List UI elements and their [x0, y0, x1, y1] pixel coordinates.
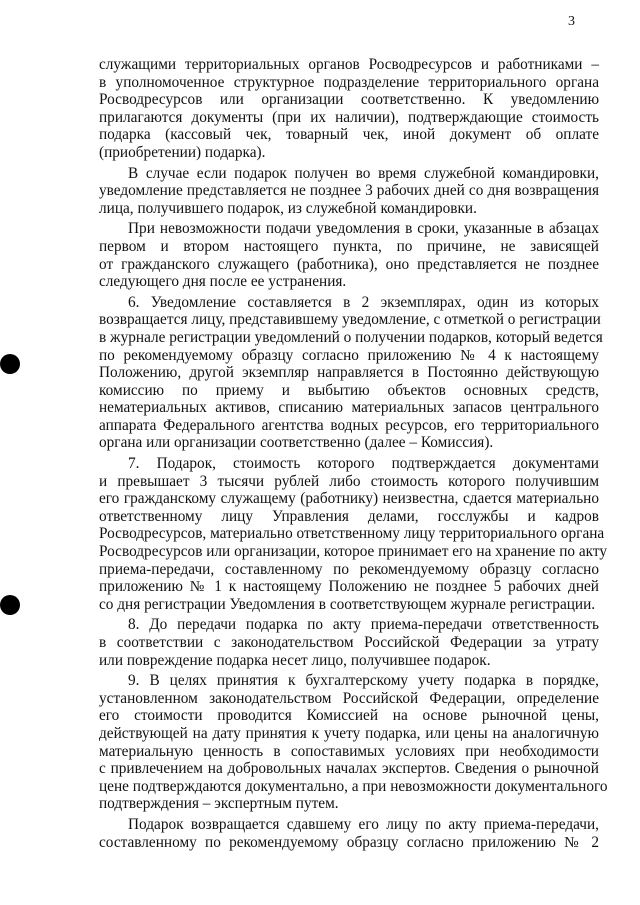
text-line: нематериальных активов, списанию материальных запасов центрального — [99, 399, 599, 417]
text-line: подтверждения – экспертным путем. — [99, 795, 339, 813]
paragraph — [99, 455, 608, 613]
text-line: в соответствии с законодательством Российской Федерации за утрату — [99, 634, 599, 651]
text-line: аппарата Федерального агентства водных ресурсов, его территориального — [99, 416, 599, 434]
text-line: комиссию по приему и выбытию объектов основных средств, — [99, 381, 599, 399]
text-line: ответственному лицу Управления делами, госслужбы и кадров — [99, 507, 599, 525]
text-line: с привлечением на добровольных началах экспертов. Сведения о рыночной — [99, 760, 599, 778]
text-line: приема-передачи, составленному по рекомендуемому образцу согласно — [99, 560, 599, 578]
text-line: Росводресурсов или организации соответственно. К уведомлению — [99, 91, 599, 109]
text-line: 9. В целях принятия к бухгалтерскому учету подарка в порядке, — [128, 672, 599, 690]
text-line: В случае если подарок получен во время служебной командировки, — [128, 164, 599, 182]
text-line: следующего дня после ее устранения. — [99, 273, 347, 291]
text-line: в журнале регистрации уведомлений о получении подарков, который ведется — [99, 328, 603, 346]
paragraph — [99, 616, 599, 669]
paragraph — [99, 220, 599, 290]
text-line: приложению № 1 к настоящему Положению не позднее 5 рабочих дней — [99, 578, 599, 596]
text-line: возвращается лицу, представившему уведомление, с отметкой о регистрации — [99, 311, 601, 329]
punch-hole-top — [0, 354, 20, 374]
text-line: 7. Подарок, стоимость которого подтверждается документами — [128, 455, 599, 473]
text-line: в уполномоченное структурное подразделение территориального органа — [99, 73, 599, 91]
text-line: органа или организации соответственно (далее – Комиссия). — [99, 434, 494, 452]
text-line: Росводресурсов или организации, которое принимает его на хранение по акту — [99, 543, 608, 561]
paragraph — [99, 293, 603, 452]
text-line: 6. Уведомление составляется в 2 экземплярах, один из которых — [128, 293, 599, 311]
punch-hole-bottom — [0, 595, 20, 615]
document-body — [99, 56, 608, 854]
text-line: подарка (кассовый чек, товарный чек, иной документ об оплате — [99, 126, 599, 144]
text-line: Подарок возвращается сдавшему его лицу по акту приема-передачи, — [128, 815, 599, 833]
page-number: 3 — [568, 14, 575, 29]
text-line: первом и втором настоящего пункта, по причине, не зависящей — [99, 237, 599, 255]
paragraph — [99, 165, 599, 218]
paragraph — [99, 816, 599, 851]
text-line: его гражданскому служащему (работнику) неизвестна, сдается материально — [99, 490, 599, 508]
text-line: лица, получившего подарок, из служебной командировки. — [99, 199, 477, 217]
paragraph — [99, 672, 608, 813]
text-line: действующей на дату принятия к учету подарка, или цены на аналогичную — [99, 724, 599, 742]
text-line: или повреждение подарка несет лицо, получившее подарок. — [99, 651, 491, 669]
text-line: по рекомендуемому образцу согласно приложению № 4 к настоящему — [99, 346, 599, 364]
text-line: от гражданского служащего (работника), оно представляется не позднее — [99, 255, 599, 273]
text-line: и превышает 3 тысячи рублей либо стоимость которого получившим — [99, 472, 599, 490]
text-line: Росводресурсов, материально ответственному лицу территориального органа — [99, 525, 605, 543]
text-line: При невозможности подачи уведомления в сроки, указанные в абзацах — [128, 220, 599, 238]
text-line: прилагаются документы (при их наличии), подтверждающие стоимость — [99, 108, 599, 126]
text-line: цене подтверждаются документально, а при невозможности документального — [99, 777, 608, 795]
text-line: уведомление представляется не позднее 3 рабочих дней со дня возвращения — [99, 182, 599, 200]
text-line: служащими территориальных органов Росводресурсов и работниками – — [99, 56, 599, 73]
text-line: Положению, другой экземпляр направляется в Постоянно действующую — [99, 364, 599, 382]
paragraph — [99, 56, 599, 162]
text-line: материальную ценность в сопоставимых условиях при необходимости — [99, 742, 599, 760]
text-line: установленном законодательством Российской Федерации, определение — [99, 689, 599, 707]
text-line: со дня регистрации Уведомления в соответствующем журнале регистрации. — [99, 595, 596, 613]
text-line: его стоимости проводится Комиссией на основе рыночной цены, — [99, 707, 599, 725]
text-line: 8. До передачи подарка по акту приема-передачи ответственность — [128, 616, 599, 634]
text-line: составленному по рекомендуемому образцу согласно приложению № 2 — [99, 833, 599, 851]
text-line: (приобретении) подарка). — [99, 143, 266, 161]
